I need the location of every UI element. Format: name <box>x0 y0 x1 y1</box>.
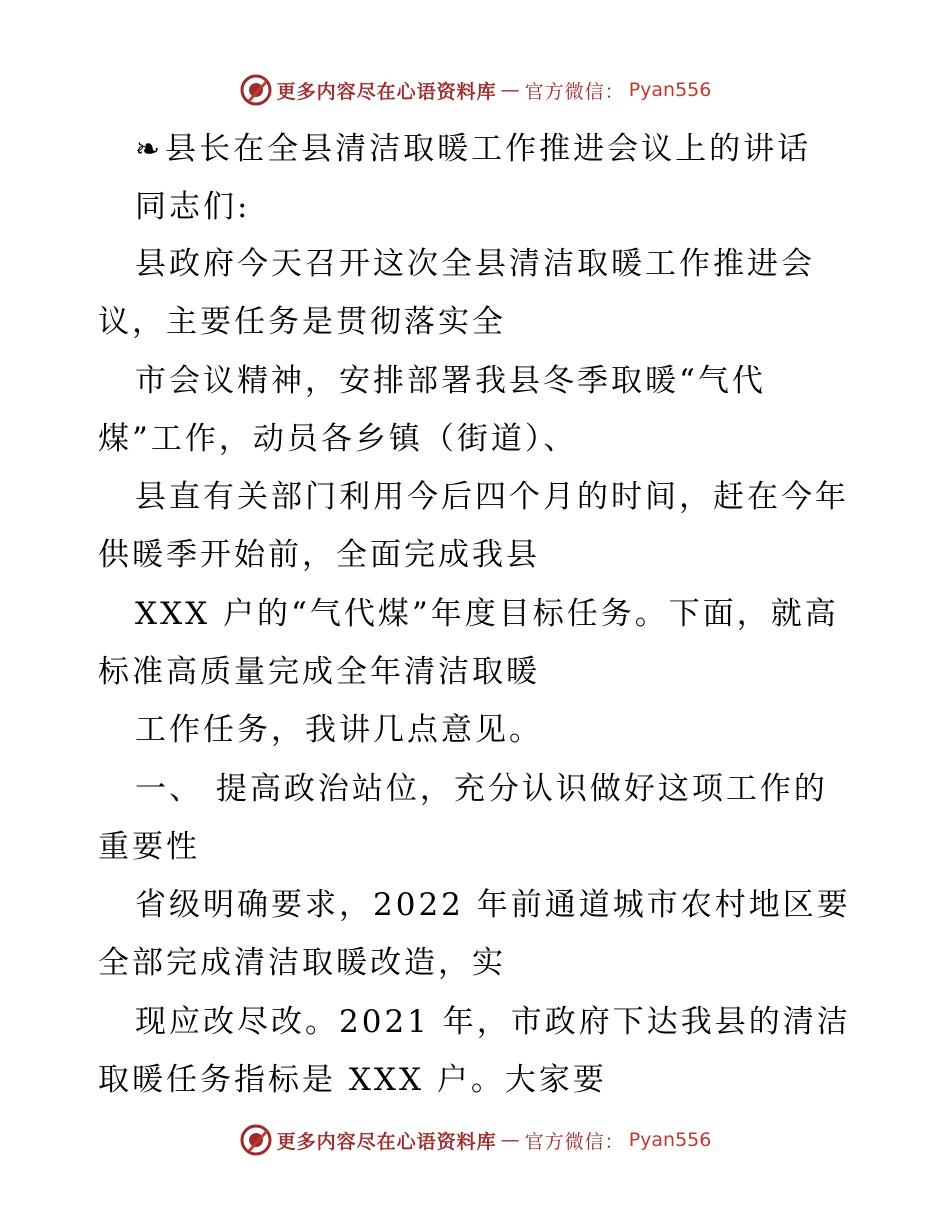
watermark-account: Pyan556 <box>628 1129 712 1151</box>
footer-watermark <box>0 1120 950 1160</box>
paragraph-line: 市会议精神，安排部署我县冬季取暖“气代 <box>135 363 766 399</box>
paragraph-line: 县直有关部门利用今后四个月的时间，赶在今年 <box>135 479 849 515</box>
paragraph-line: 标准高质量完成全年清洁取暖 <box>98 654 540 690</box>
watermark-brand: 更多内容尽在心语资料库 <box>276 80 497 103</box>
paragraph-line: 供暖季开始前，全面完成我县 <box>98 537 540 573</box>
paragraph-line: 同志们: <box>135 189 251 225</box>
paragraph-line: 全部完成清洁取暖改造，实 <box>98 945 506 981</box>
paragraph-line: 煤”工作，动员各乡镇（街道）、 <box>98 421 578 457</box>
paragraph-line: 议，主要任务是贯彻落实全 <box>98 304 506 340</box>
document-title-text: 县长在全县清洁取暖工作推进会议上的讲话 <box>165 131 812 167</box>
watermark-account: Pyan556 <box>628 79 712 101</box>
paragraph-line: 工作任务，我讲几点意见。 <box>135 712 543 748</box>
header-watermark <box>0 70 950 110</box>
watermark-brand: 更多内容尽在心语资料库 <box>276 1130 497 1153</box>
pen-logo-icon <box>239 1123 273 1157</box>
document-title <box>135 126 811 172</box>
section-heading: 一、 提高政治站位，充分认识做好这项工作的 <box>135 771 828 807</box>
watermark-dash: — <box>500 79 521 101</box>
fleuron-icon: ❧ <box>135 132 164 167</box>
pen-logo-icon <box>239 73 273 107</box>
watermark-label: 官方微信： <box>524 1130 625 1153</box>
paragraph-line: 县政府今天召开这次全县清洁取暖工作推进会 <box>135 246 815 282</box>
paragraph-line: 省级明确要求，2022 年前通道城市农村地区要 <box>135 887 851 923</box>
section-heading-continued: 重要性 <box>98 829 200 865</box>
paragraph-line: 现应改尽改。2021 年，市政府下达我县的清洁 <box>135 1004 851 1040</box>
paragraph-line: 取暖任务指标是 XXX 户。大家要 <box>98 1062 607 1098</box>
watermark-dash: — <box>500 1129 521 1151</box>
paragraph-line: XXX 户的“气代煤”年度目标任务。下面，就高 <box>135 596 839 632</box>
watermark-label: 官方微信： <box>524 80 625 103</box>
